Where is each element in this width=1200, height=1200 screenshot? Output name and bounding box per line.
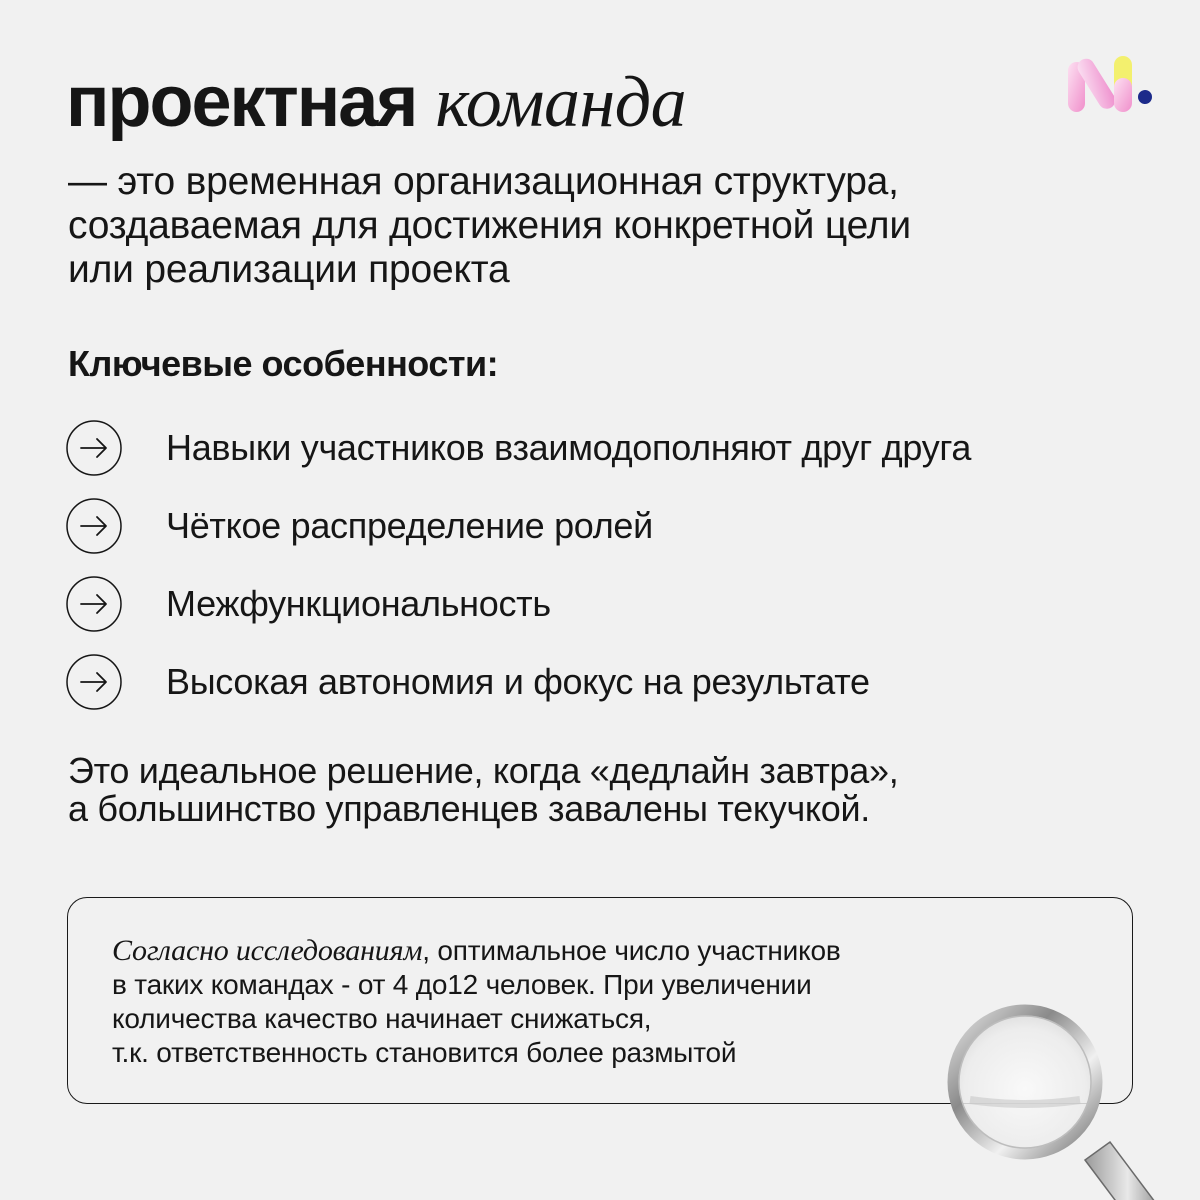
magnifier-icon (930, 1000, 1200, 1200)
feature-text: Межфункциональность (166, 583, 551, 624)
callout-text (112, 934, 1072, 1070)
feature-text: Высокая автономия и фокус на результате (166, 661, 870, 702)
callout-body: , оптимальное число участников в таких командах - от 4 до12 человек. При увеличении количества качество начинает снижаться, т.к. ответственность становится более размытой (112, 935, 841, 1068)
arrow-right-circle-icon (66, 576, 122, 632)
features-heading: Ключевые особенности: (68, 343, 499, 384)
arrow-right-circle-icon (66, 654, 122, 710)
callout-italic-lead: Согласно исследованиям (112, 934, 423, 967)
title-italic: команда (435, 62, 687, 142)
definition-text: — это временная организационная структура, создаваемая для достижения конкретной цели или реализации проекта (68, 160, 911, 291)
arrow-right-circle-icon (66, 498, 122, 554)
summary-note: Это идеальное решение, когда «дедлайн завтра», а большинство управленцев завалены текучкой. (68, 750, 899, 829)
m-logo-icon (1062, 48, 1158, 120)
feature-text: Навыки участников взаимодополняют друг друга (166, 427, 972, 468)
feature-text: Чёткое распределение ролей (166, 505, 653, 546)
title-bold: проектная (66, 62, 417, 142)
arrow-right-circle-icon (66, 420, 122, 476)
page-title (66, 62, 687, 142)
